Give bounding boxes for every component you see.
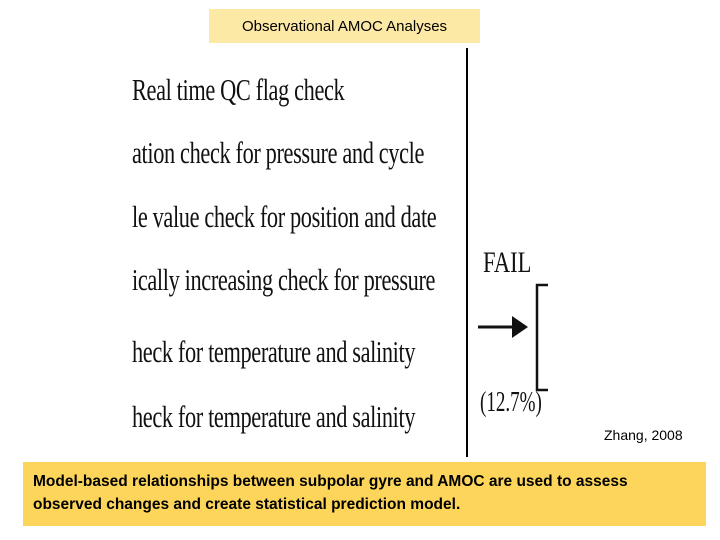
qc-step-4: ically increasing check for pressure — [132, 262, 436, 297]
caption-box: Model-based relationships between subpolar gyre and AMOC are used to assess observed changes and create statistical prediction model. — [23, 462, 706, 526]
qc-step-2: ation check for pressure and cycle — [132, 135, 425, 170]
qc-step-3: le value check for position and date — [132, 199, 437, 234]
fail-bracket — [537, 285, 548, 390]
arrow-head-icon — [512, 316, 528, 338]
fail-label: FAIL — [483, 246, 532, 279]
fail-percent-label: (12.7%) — [480, 387, 542, 418]
qc-step-6: heck for temperature and salinity — [132, 399, 416, 434]
qc-steps-list — [132, 60, 437, 450]
source-credit: Zhang, 2008 — [604, 427, 683, 443]
qc-step-1: Real time QC flag check — [132, 72, 345, 107]
slide-title: Observational AMOC Analyses — [209, 9, 480, 43]
qc-step-5: heck for temperature and salinity — [132, 334, 416, 369]
